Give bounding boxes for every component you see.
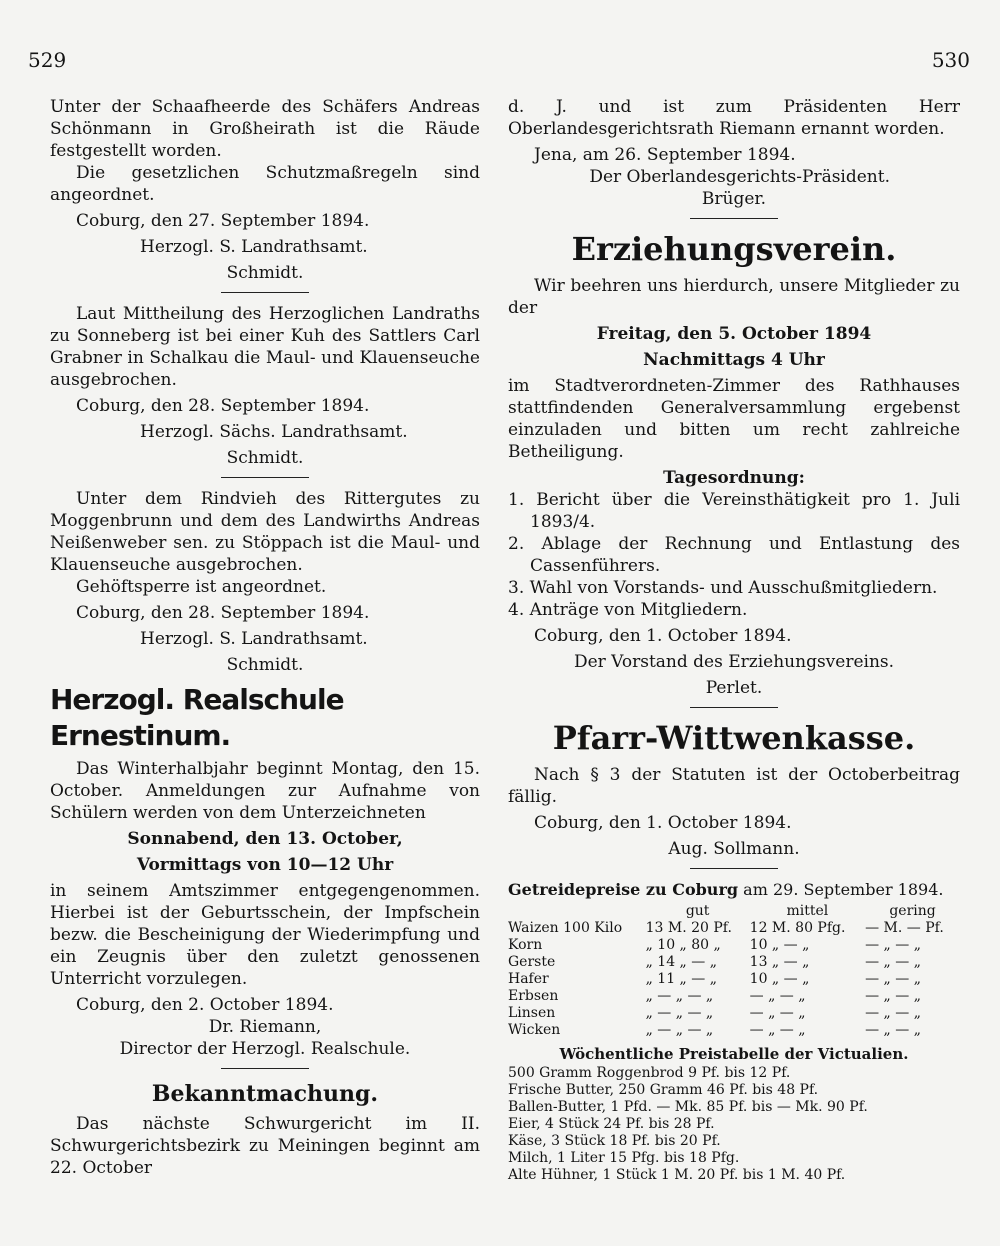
grain-price-poor: — „ — „: [865, 1005, 921, 1021]
grain-name: Linsen: [508, 1005, 556, 1021]
club-invitation-text: Wir beehren uns hierdurch, unsere Mitglieder zu der: [508, 276, 960, 318]
grain-prices-title-main: Getreidepreise zu Coburg: [508, 880, 739, 899]
grain-price-poor: — „ — „: [865, 954, 921, 970]
school-registration-time: Vormittags von 10—12 Uhr: [136, 855, 394, 875]
list-item: Ballen-Butter, 1 Pfd. — Mk. 85 Pf. bis — Mk. 90 Pf.: [508, 1099, 868, 1115]
grain-header-good: gut: [685, 903, 710, 919]
announcement-text: Das nächste Schwurgericht im II. Schwurgerichtsbezirk zu Meiningen beginnt am 22. October: [50, 1114, 480, 1178]
table-row: [508, 1022, 960, 1039]
notice-sheep-scab-text: Unter der Schaafheerde des Schäfers Andreas Schönmann in Großheirath ist die Räude festgestellt worden.: [50, 97, 480, 161]
grain-price-poor: — „ — „: [865, 937, 921, 953]
divider: [221, 1068, 309, 1069]
grain-price-poor: — M. — Pf.: [865, 920, 944, 936]
list-item: Frische Butter, 250 Gramm 46 Pf. bis 48 Pf.: [508, 1082, 819, 1098]
grain-price-medium: 13 „ — „: [749, 954, 810, 970]
list-item: Milch, 1 Liter 15 Pfg. bis 18 Pfg.: [508, 1150, 740, 1166]
grain-name: Hafer: [508, 971, 549, 987]
notice-sheep-scab-date: Coburg, den 27. September 1894.: [76, 211, 370, 231]
club-agenda-item: 2. Ablage der Rechnung und Entlastung des Cassenführers.: [508, 534, 960, 576]
notice-cattle-sonneberg-text: Laut Mittheilung des Herzoglichen Landraths zu Sonneberg ist bei einer Kuh des Sattlers Carl Grabner in Schalkau die Maul- und Klauenseuche ausgebrochen.: [50, 304, 480, 390]
table-row: [508, 1005, 960, 1022]
notice-cattle-moggenbrunn-office: Herzogl. S. Landrathsamt.: [140, 629, 368, 649]
notice-sheep-scab-signer: Schmidt.: [226, 263, 304, 283]
grain-prices-title: [508, 879, 960, 901]
list-item: Eier, 4 Stück 24 Pf. bis 28 Pf.: [508, 1116, 715, 1132]
divider: [690, 868, 778, 869]
grain-prices-table: [508, 903, 960, 1039]
notice-cattle-moggenbrunn-date: Coburg, den 28. September 1894.: [76, 603, 370, 623]
victuals-title: Wöchentliche Preistabelle der Victualien.: [559, 1045, 909, 1063]
widows-heading: Pfarr-Wittwenkasse.: [552, 719, 916, 757]
club-date: Coburg, den 1. October 1894.: [534, 626, 792, 646]
school-date: Coburg, den 2. October 1894.: [76, 995, 334, 1015]
grain-header-poor: gering: [889, 903, 936, 919]
divider: [690, 218, 778, 219]
notice-cattle-moggenbrunn-text: Unter dem Rindvieh des Rittergutes zu Moggenbrunn und dem des Landwirths Andreas Neißenweber sen. zu Stöppach ist die Maul- und Klauenseuche ausgebrochen.: [50, 489, 480, 575]
grain-price-poor: — „ — „: [865, 971, 921, 987]
grain-header-medium: mittel: [786, 903, 829, 919]
divider: [221, 292, 309, 293]
grain-price-poor: — „ — „: [865, 1022, 921, 1038]
club-agenda-item: 3. Wahl von Vorstands- und Ausschußmitgliedern.: [508, 578, 938, 598]
list-item: 500 Gramm Roggenbrod 9 Pf. bis 12 Pf.: [508, 1065, 791, 1081]
grain-price-medium: — „ — „: [749, 988, 806, 1004]
grain-price-medium: 12 M. 80 Pfg.: [749, 920, 846, 936]
table-row: [508, 920, 960, 937]
right-column: [508, 96, 960, 1184]
table-row: [508, 971, 960, 988]
club-heading: Erziehungsverein.: [571, 230, 897, 268]
school-registration-day: Sonnabend, den 13. October,: [127, 829, 403, 849]
victuals-list: [508, 1065, 960, 1184]
school-signer-title: Director der Herzogl. Realschule.: [119, 1039, 411, 1059]
grain-price-good: „ — „ — „: [645, 1022, 714, 1038]
court-text: d. J. und ist zum Präsidenten Herr Oberlandesgerichtsrath Riemann ernannt worden.: [508, 97, 960, 139]
notice-sheep-scab-office: Herzogl. S. Landrathsamt.: [140, 237, 368, 257]
notice-cattle-moggenbrunn-quarantine: Gehöftsperre ist angeordnet.: [76, 577, 327, 597]
club-agenda-item: 4. Anträge von Mitgliedern.: [508, 600, 748, 620]
grain-price-poor: — „ — „: [865, 988, 921, 1004]
notice-cattle-sonneberg-office: Herzogl. Sächs. Landrathsamt.: [140, 422, 408, 442]
school-text-documents: in seinem Amtszimmer entgegengenommen. Hierbei ist der Geburtsschein, der Impfschein bezw. die Bescheinigung der Wiederimpfung und ein Zeugnis über den zuletzt genossenen Unterricht vorzulegen.: [50, 881, 480, 989]
grain-price-good: 13 M. 20 Pf.: [645, 920, 732, 936]
grain-name: Waizen 100 Kilo: [508, 920, 623, 936]
club-meeting-time: Nachmittags 4 Uhr: [643, 350, 825, 370]
table-row: [508, 954, 960, 971]
grain-name: Erbsen: [508, 988, 559, 1004]
court-date: Jena, am 26. September 1894.: [534, 145, 796, 165]
school-text: Das Winterhalbjahr beginnt Montag, den 15. October. Anmeldungen zur Aufnahme von Schülern werden von dem Unterzeichneten: [50, 759, 480, 823]
table-row: [508, 937, 960, 954]
club-meeting-day: Freitag, den 5. October 1894: [596, 324, 872, 344]
notice-cattle-sonneberg-signer: Schmidt.: [226, 448, 304, 468]
grain-price-medium: 10 „ — „: [749, 937, 810, 953]
grain-price-medium: 10 „ — „: [749, 971, 810, 987]
school-signer: Dr. Riemann,: [208, 1017, 322, 1037]
divider: [221, 477, 309, 478]
notice-cattle-moggenbrunn-signer: Schmidt.: [226, 655, 304, 675]
school-heading: Herzogl. Realschule Ernestinum.: [50, 683, 344, 752]
table-row: [508, 988, 960, 1005]
court-signer: Brüger.: [701, 189, 767, 209]
widows-date: Coburg, den 1. October 1894.: [534, 813, 792, 833]
court-office: Der Oberlandesgerichts-Präsident.: [589, 167, 890, 187]
notice-cattle-sonneberg-date: Coburg, den 28. September 1894.: [76, 396, 370, 416]
grain-price-good: „ — „ — „: [645, 988, 714, 1004]
grain-price-good: „ 11 „ — „: [645, 971, 717, 987]
announcement-heading: Bekanntmachung.: [151, 1081, 379, 1107]
list-item: Käse, 3 Stück 18 Pf. bis 20 Pf.: [508, 1133, 721, 1149]
list-item: Alte Hühner, 1 Stück 1 M. 20 Pf. bis 1 M. 40 Pf.: [508, 1167, 846, 1183]
club-office: Der Vorstand des Erziehungsvereins.: [573, 652, 895, 672]
club-agenda-list: [508, 489, 960, 621]
grain-price-good: „ 10 „ 80 „: [645, 937, 721, 953]
widows-signer: Aug. Sollmann.: [668, 839, 800, 859]
page-number-left: 529: [28, 48, 67, 72]
widows-text: Nach § 3 der Statuten ist der Octoberbeitrag fällig.: [508, 765, 960, 807]
club-agenda-item: 1. Bericht über die Vereinsthätigkeit pro 1. Juli 1893/4.: [508, 490, 960, 532]
grain-price-good: „ — „ — „: [645, 1005, 714, 1021]
grain-price-medium: — „ — „: [749, 1022, 806, 1038]
club-signer: Perlet.: [705, 678, 763, 698]
left-column: [50, 96, 480, 1179]
grain-price-good: „ 14 „ — „: [645, 954, 717, 970]
grain-name: Gerste: [508, 954, 556, 970]
club-agenda-title: Tagesordnung:: [663, 468, 805, 488]
club-meeting-text: im Stadtverordneten-Zimmer des Rathhauses stattfindenden Generalversammlung ergebenst einzuladen und bitten um recht zahlreiche Betheiligung.: [508, 376, 960, 462]
grain-name: Wicken: [508, 1022, 561, 1038]
grain-prices-title-date: am 29. September 1894.: [743, 880, 944, 899]
grain-prices-header-row: [508, 903, 960, 920]
grain-name: Korn: [508, 937, 543, 953]
notice-sheep-scab-measures: Die gesetzlichen Schutzmaßregeln sind angeordnet.: [50, 163, 480, 205]
grain-price-medium: — „ — „: [749, 1005, 806, 1021]
page-number-right: 530: [931, 48, 970, 72]
divider: [690, 707, 778, 708]
